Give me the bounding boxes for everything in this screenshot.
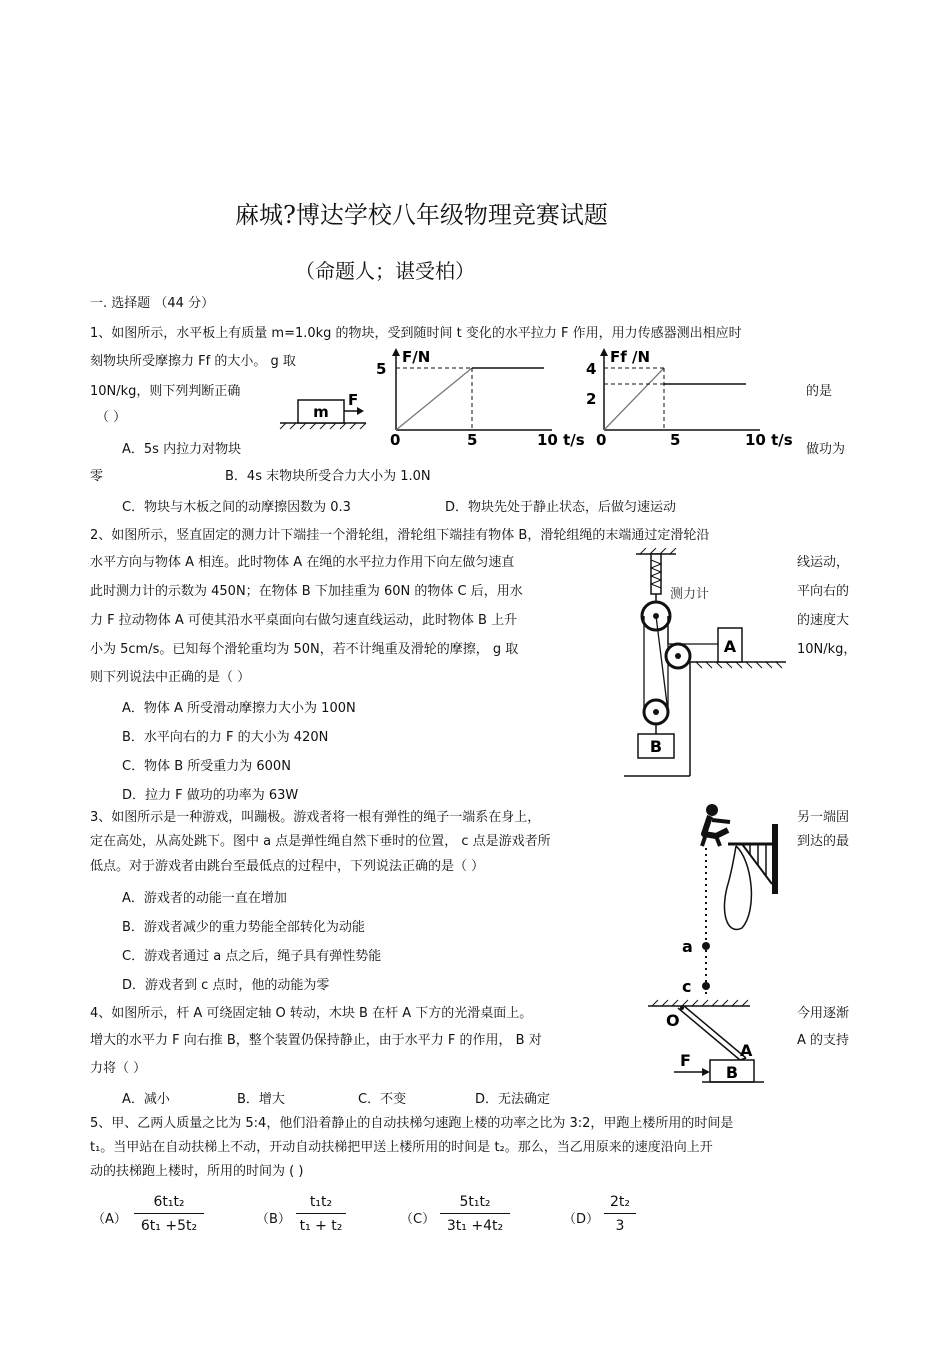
q2-line-5: 小为 5cm/s。已知每个滑轮重均为 50N，若不计绳重及滑轮的摩擦， g 取	[90, 642, 519, 657]
q1-line-1: 1、如图所示，水平板上有质量 m=1.0kg 的物块，受到随时间 t 变化的水平拉力 F 作用，用力传感器测出相应时	[90, 326, 742, 341]
q3-line-2: 定在高处，从高处跳下。图中 a 点是弹性绳自然下垂时的位置， c 点是游戏者所	[90, 834, 551, 849]
q5-option-c-fraction	[440, 1194, 510, 1234]
q2-block-b-label: B	[649, 737, 663, 756]
q5-option-a-label: （A）	[92, 1212, 127, 1227]
q1-graph2-ylabel: Ff /N	[610, 348, 651, 366]
q1-line-3-end: 的是	[806, 384, 833, 399]
q5-option-d-label: （D）	[563, 1212, 600, 1227]
q2-line-5-end: 10N/kg，	[797, 642, 857, 657]
q1-graph-friction-time	[580, 346, 795, 448]
q2-line-4: 力 F 拉动物体 A 可使其沿水平桌面向右做匀速直线运动，此时物体 B 上升	[90, 613, 518, 628]
q2-pulley-figure	[618, 548, 793, 780]
q2-option-b: B．水平向右的力 F 的大小为 420N	[122, 730, 329, 745]
page-subtitle: （命题人；谌受柏）	[295, 259, 475, 283]
q4-option-b: B．增大	[237, 1092, 285, 1107]
page-title: 麻城?博达学校八年级物理竞赛试题	[235, 201, 608, 229]
q1-graph2-ytick-4: 4	[586, 360, 597, 378]
q1-line-2: 刻物块所受摩擦力 Ff 的大小。 g 取	[90, 354, 296, 369]
q2-line-1: 2、如图所示，竖直固定的测力计下端挂一个滑轮组，滑轮组下端挂有物体 B，滑轮组绳的末端通过定滑轮沿	[90, 528, 710, 543]
q2-option-d: D．拉力 F 做功的功率为 63W	[122, 788, 299, 803]
q1-graph2-xtick-5: 5	[670, 431, 681, 448]
q5-option-c-denominator: 3t₁ +4t₂	[446, 1218, 504, 1234]
q1-graph1-ylabel: F/N	[402, 348, 431, 366]
q3-option-c: C．游戏者通过 a 点之后，绳子具有弹性势能	[122, 949, 382, 964]
q2-block-a-label: A	[723, 637, 737, 656]
q1-graph1-xtick-10: 10 t/s	[537, 431, 585, 448]
q3-option-b: B．游戏者减少的重力势能全部转化为动能	[122, 920, 365, 935]
q1-option-a: A．5s 内拉力对物块	[122, 442, 242, 457]
q4-option-c: C．不变	[358, 1092, 407, 1107]
q1-force-label: F	[348, 391, 359, 409]
q5-option-c-label: （C）	[400, 1212, 436, 1227]
q1-graph2-xtick-10: 10 t/s	[745, 431, 793, 448]
q4-force-label: F	[680, 1051, 691, 1070]
q2-line-2: 水平方向与物体 A 相连。此时物体 A 在绳的水平拉力作用下向左做匀速直	[90, 555, 515, 570]
q1-graph1-xtick-5: 5	[467, 431, 478, 448]
q2-spring-scale-label: 测力计	[670, 587, 710, 602]
q1-option-a-cont: 零	[90, 469, 104, 484]
q2-line-3-end: 平向右的	[797, 584, 850, 599]
q4-line-3: 力将（ ）	[90, 1061, 147, 1076]
q2-line-6: 则下列说法中正确的是（ ）	[90, 670, 251, 685]
section-heading: 一. 选择题 （44 分）	[90, 296, 215, 311]
q5-option-a-numerator: 6t₁t₂	[134, 1194, 204, 1214]
q5-option-c-numerator: 5t₁t₂	[440, 1194, 510, 1214]
q3-bungee-figure	[672, 800, 784, 1000]
q5-option-d-numerator: 2t₂	[604, 1194, 636, 1214]
q4-option-d: D．无法确定	[475, 1092, 551, 1107]
q1-option-d: D．物块先处于静止状态，后做匀速运动	[445, 500, 677, 515]
q5-option-a-denominator: 6t₁ +5t₂	[140, 1218, 198, 1234]
q1-graph-force-time	[372, 346, 587, 448]
q3-point-a-label: a	[682, 937, 693, 956]
q3-line-3: 低点。对于游戏者由跳台至最低点的过程中，下列说法正确的是（ ）	[90, 859, 485, 874]
q3-option-a: A．游戏者的动能一直在增加	[122, 891, 287, 906]
q5-line-3: 动的扶梯跑上楼时，所用的时间为 ( )	[90, 1164, 304, 1179]
q5-option-b-label: （B）	[256, 1212, 291, 1227]
q4-line-1: 4、如图所示，杆 A 可绕固定轴 O 转动，木块 B 在杆 A 下方的光滑桌面上。	[90, 1006, 533, 1021]
q3-option-d: D．游戏者到 c 点时，他的动能为零	[122, 978, 330, 993]
q2-option-c: C．物体 B 所受重力为 600N	[122, 759, 291, 774]
q2-line-4-end: 的速度大	[797, 613, 850, 628]
q4-block-b-label: B	[725, 1063, 739, 1082]
q1-answer-bracket: （ ）	[96, 410, 127, 425]
q1-graph1-ytick: 5	[376, 360, 387, 378]
q3-line-2-end: 到达的最	[797, 834, 850, 849]
q1-block-label: m	[313, 403, 329, 421]
q2-line-3: 此时测力计的示数为 450N；在物体 B 下加挂重为 60N 的物体 C 后，用水	[90, 584, 523, 599]
q1-block-figure	[278, 390, 368, 430]
q5-option-b-numerator: t₁t₂	[296, 1194, 346, 1214]
q1-graph1-xtick-0: 0	[390, 431, 401, 448]
q3-line-1: 3、如图所示是一种游戏，叫蹦极。游戏者将一根有弹性的绳子一端系在身上，	[90, 810, 541, 825]
q5-line-1: 5、甲、乙两人质量之比为 5:4，他们沿着静止的自动扶梯匀速跑上楼的功率之比为 3:2，甲跑上楼所用的时间是	[90, 1116, 734, 1131]
q1-option-c: C．物块与木板之间的动摩擦因数为 0.3	[122, 500, 351, 515]
q1-line-3: 10N/kg，则下列判断正确	[90, 384, 241, 399]
q5-option-d-fraction	[604, 1194, 636, 1234]
q3-line-1-end: 另一端固	[797, 810, 850, 825]
q4-lever-figure	[640, 998, 780, 1090]
q1-graph2-ytick-2: 2	[586, 390, 597, 408]
q5-option-d-denominator: 3	[615, 1218, 625, 1234]
q5-option-b-fraction	[296, 1194, 346, 1234]
q3-point-c-label: c	[682, 977, 692, 996]
q4-line-2-end: A 的支持	[797, 1033, 850, 1048]
q5-line-2: t₁。当甲站在自动扶梯上不动，开动自动扶梯把甲送上楼所用的时间是 t₂。那么，当乙用原来的速度沿向上开	[90, 1140, 713, 1155]
q5-option-a-fraction	[134, 1194, 204, 1234]
q4-line-1-end: 今用逐渐	[797, 1006, 850, 1021]
q4-rod-a-label: A	[740, 1041, 753, 1060]
q4-option-a: A．减小	[122, 1092, 170, 1107]
q1-option-b: B．4s 末物块所受合力大小为 1.0N	[225, 469, 431, 484]
q2-option-a: A．物体 A 所受滑动摩擦力大小为 100N	[122, 701, 356, 716]
q1-option-a-end: 做功为	[806, 442, 846, 457]
q4-pivot-o-label: O	[666, 1011, 680, 1030]
q5-option-b-denominator: t₁ + t₂	[299, 1218, 343, 1234]
q4-line-2: 增大的水平力 F 向右推 B，整个装置仍保持静止，由于水平力 F 的作用， B 对	[90, 1033, 542, 1048]
q1-graph2-xtick-0: 0	[596, 431, 607, 448]
q2-line-2-end: 线运动，	[797, 555, 850, 570]
